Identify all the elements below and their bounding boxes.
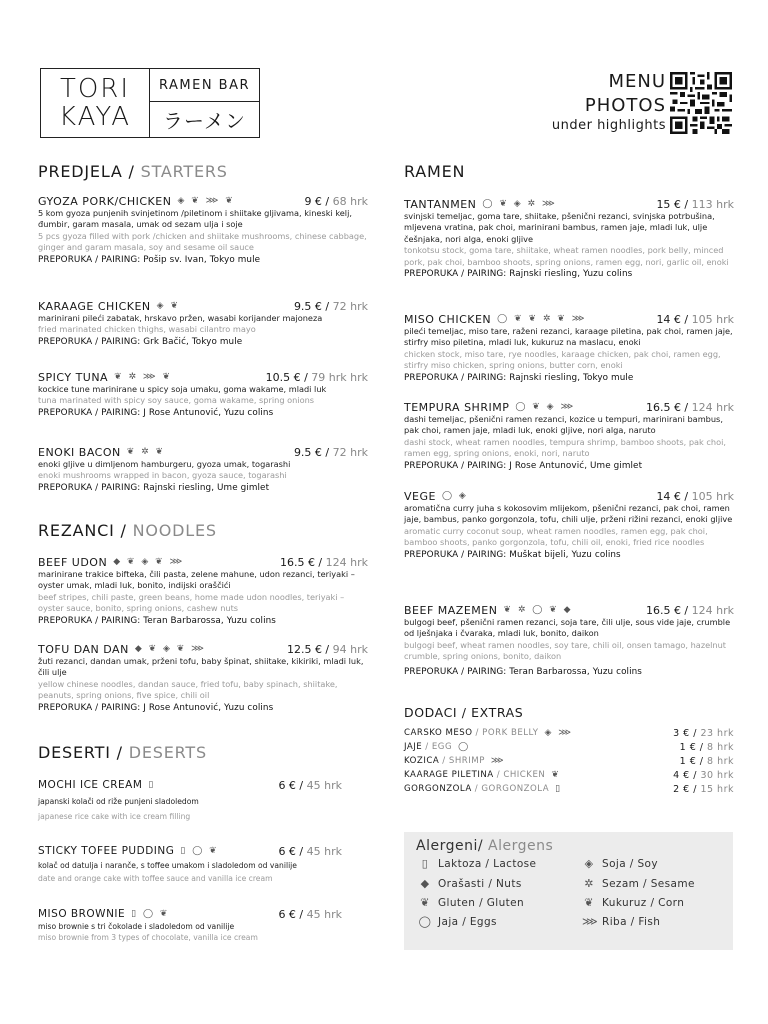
starters-title-hr: PREDJELA (38, 162, 123, 181)
item-name: TEMPURA SHRIMP (404, 400, 510, 414)
nut-icon: ◆ (420, 877, 430, 890)
menu-label: MENU (608, 71, 666, 92)
item-description-hr: kolač od datulja i naranče, s toffee umakom i sladoledom od vanilije (38, 861, 297, 870)
item-name: STICKY TOFEE PUDDING (38, 845, 175, 857)
item-price: 9 € / 68 hrk (304, 194, 368, 208)
extra-name-en: / GORGONZOLA (474, 784, 550, 794)
allergens-title: Alergeni/ Alergens (416, 838, 554, 854)
extras-list (404, 726, 734, 796)
item-price: 14 € / 105 hrk (656, 312, 734, 326)
item-pairing: PREPORUKA / PAIRING: Muškat bijeli, Yuzu colins (404, 549, 621, 560)
menu-item-miso-brownie (38, 907, 342, 943)
item-price: 16.5 € / 124 hrk (645, 603, 734, 617)
allergen-icons: ◆ ❦ ◈ ❦ ⋙ (113, 557, 185, 567)
allergen-icons: ◈ ❦ (156, 301, 180, 311)
allergen-icons: ◆ ❦ ◈ ❦ ⋙ (134, 644, 206, 654)
allergen-lactose: ▯ Laktoza / Lactose (418, 857, 536, 870)
extra-name-en: / PORK BELLY (475, 728, 539, 738)
allergen-icons: ▯ (148, 780, 156, 790)
item-price: 6 € / 45 hrk (278, 844, 342, 858)
allergen-icons: ❦ (551, 770, 561, 780)
item-pairing: PREPORUKA / PAIRING: Teran Barbarossa, Yuzu colins (38, 615, 276, 626)
desserts-section-title (38, 743, 207, 762)
logo-name (41, 69, 150, 137)
item-description-en: 5 pcs gyoza filled with pork /chicken and shiitake mushrooms, chinese cabbage, ginger and garam masala, soy and sesame oil sauce (38, 230, 367, 253)
allergen-icons: ◈ ⋙ (544, 728, 574, 738)
item-pairing: PREPORUKA / PAIRING: J Rose Antunović, Yuzu colins (38, 407, 274, 418)
allergen-icons: ❦ ✲ ❦ (126, 447, 166, 457)
item-description-hr: bulgogi beef, pšenični ramen rezanci, soja tare, čili ulje, sous vide jaje, crumble od lješnjaka i čvaraka, mladi luk, bonito, daikon (404, 617, 731, 639)
logo-subtitle (150, 69, 259, 137)
item-description-en: beef stripes, chili paste, green beans, home made udon noodles, teriyaki – oyster sauce, bonito, spring onions, cashew nuts (38, 591, 345, 614)
allergen-icons: ❦ ✲ ◯ ❦ ◆ (503, 605, 573, 615)
allergen-icons: ◯ (458, 742, 471, 752)
menu-item-sticky-toffee-pudding (38, 844, 342, 884)
menu-item-tantanmen (404, 197, 734, 280)
item-pairing: PREPORUKA / PAIRING: Rajnski riesling, Ume gimlet (38, 482, 270, 493)
item-description-hr: aromatična curry juha s kokosovim mlijekom, pšenični rezanci, pak choi, ramen jaje, bambus, panko gorgonzola, tofu, chili ulje, prženi rižini rezanci, enoki gljive (404, 503, 733, 525)
title-separator: / (114, 521, 133, 540)
item-description-en: date and orange cake with toffee sauce and vanilla ice cream (38, 874, 273, 883)
item-pairing: PREPORUKA / PAIRING: Rajnski riesling, Tokyo mule (404, 372, 634, 383)
noodles-title-hr: REZANCI (38, 521, 115, 540)
noodles-title-en: NOODLES (132, 521, 217, 540)
item-description-hr: marinirani pileći zabatak, hrskavo pržen, wasabi korijander majoneza (38, 313, 323, 323)
allergen-icons: ◯ ❦ ◈ ✲ ⋙ (482, 199, 557, 209)
desserts-title-hr: DESERTI (38, 743, 111, 762)
allergen-soy: ◈ Soja / Soy (582, 857, 658, 870)
item-description-hr: 5 kom gyoza punjenih svinjetinom /piletinom i shiitake gljivama, kineski kelj, đumbir, garam masala, umak od sezam ulja i soje (38, 208, 352, 230)
logo-ramen-bar: RAMEN BAR (150, 69, 259, 102)
item-price: 14 € / 105 hrk (656, 489, 734, 503)
extra-item-gorgonzola (404, 782, 734, 796)
allergen-icons: ▯ ◯ ❦ (131, 909, 170, 919)
item-description-en: chicken stock, miso tare, rye noodles, karaage chicken, pak choi, ramen egg, stirfry miso chicken, spring onions, butter corn, enoki (404, 348, 721, 371)
allergen-icons: ◯ ❦ ◈ ⋙ (515, 402, 576, 412)
item-pairing: PREPORUKA / PAIRING: Grk Bačić, Tokyo mule (38, 336, 243, 347)
item-description-en: dashi stock, wheat ramen noodles, tempura shrimp, bamboo shoots, pak choi, ramen egg, spring onions, enoki, nori, naruto (404, 436, 726, 459)
allergen-sesame: ✲ Sezam / Sesame (582, 877, 695, 890)
egg-icon: ◯ (418, 915, 432, 928)
qr-code-icon[interactable] (670, 72, 732, 134)
allergen-icons: ◯ ❦ ❦ ✲ ❦ ⋙ (497, 314, 587, 324)
item-name: MISO BROWNIE (38, 908, 126, 920)
title-separator: / (122, 162, 141, 181)
extra-price: 1 € / 8 hrk (679, 741, 734, 753)
extra-price: 1 € / 8 hrk (679, 755, 734, 767)
menu-item-karaage-chicken (38, 299, 368, 348)
corn-icon: ❦ (584, 896, 594, 909)
milk-carton-icon: ▯ (421, 857, 429, 870)
item-description-hr: miso brownie s tri čokolade i sladoledom od vanilije (38, 922, 235, 931)
menu-item-beef-mazemen (404, 603, 734, 678)
item-description-en: enoki mushrooms wrapped in bacon, gyoza sauce, togarashi (38, 470, 287, 481)
item-name: TANTANMEN (404, 197, 477, 211)
ramen-section-title: RAMEN (404, 162, 466, 181)
extra-price: 3 € / 23 hrk (673, 727, 734, 739)
item-name: ENOKI BACON (38, 445, 121, 459)
item-price: 12.5 € / 94 hrk (286, 642, 368, 656)
item-description-hr: žuti rezanci, dandan umak, prženi tofu, baby špinat, shiitake, kikiriki, mladi luk, čili ulje (38, 656, 364, 678)
item-description-en: fried marinated chicken thighs, wasabi cilantro mayo (38, 324, 256, 335)
menu-item-spicy-tuna (38, 370, 368, 419)
extra-item-chicken (404, 768, 734, 782)
fish-icon: ⋙ (582, 915, 599, 928)
noodles-section-title (38, 521, 217, 540)
extra-name-en: / EGG (425, 742, 453, 752)
menu-photos-label (585, 70, 666, 118)
allergen-icons: ▯ (555, 784, 563, 794)
item-price: 16.5 € / 124 hrk (645, 400, 734, 414)
item-pairing: PREPORUKA / PAIRING: Pošip sv. Ivan, Tokyo mule (38, 254, 261, 265)
title-separator: / (110, 743, 129, 762)
item-description-en: tuna marinated with spicy soy sauce, goma wakame, spring onions (38, 395, 315, 406)
item-price: 6 € / 45 hrk (278, 778, 342, 792)
item-price: 9.5 € / 72 hrk (293, 445, 368, 459)
menu-item-mochi-ice-cream (38, 778, 342, 822)
logo-line-1: TORI (59, 74, 131, 104)
allergen-corn: ❦ Kukuruz / Corn (582, 896, 684, 909)
extra-name-hr: KAARAGE PILETINA (404, 770, 494, 780)
item-pairing: PREPORUKA / PAIRING: J Rose Antunović, Yuzu colins (38, 702, 274, 713)
item-description-hr: dashi temeljac, pšenični ramen rezanci, kozice u tempuri, marinirani bambus, pak choi, ramen jaje, mladi luk, enoki gljive, nori alga, naruto (404, 414, 723, 436)
extra-item-egg (404, 740, 734, 754)
item-pairing: PREPORUKA / PAIRING: J Rose Antunović, Ume gimlet (404, 460, 643, 471)
extra-name-en: / CHICKEN (496, 770, 546, 780)
extra-name-hr: GORGONZOLA (404, 784, 472, 794)
item-name: VEGE (404, 489, 436, 503)
item-name: MOCHI ICE CREAM (38, 779, 143, 791)
menu-item-vege (404, 489, 734, 561)
item-description-hr: svinjski temeljac, goma tare, shiitake, pšenični rezanci, svinjska potrbušina, mljevena vratina, pak choi, marinirani bambus, ramen jaje, mladi luk, ulje češnjaka, nori alga, enoki gljive (404, 211, 715, 244)
item-name: BEEF MAZEMEN (404, 603, 498, 617)
item-name: TOFU DAN DAN (38, 642, 129, 656)
item-description-en: aromatic curry coconut soup, wheat ramen noodles, ramen egg, pak choi, bamboo shoots, panko gorgonzola, tofu, chili oil, enoki, fried rice noodles (404, 525, 708, 548)
restaurant-logo (40, 68, 260, 138)
allergens-legend (404, 832, 733, 950)
extra-name-hr: KOZICA (404, 756, 440, 766)
menu-item-tempura-shrimp (404, 400, 734, 472)
extra-name-en: / SHRIMP (442, 756, 485, 766)
allergen-icons: ◈ ❦ ⋙ ❦ (177, 196, 235, 206)
item-pairing: PREPORUKA / PAIRING: Rajnski riesling, Yuzu colins (404, 269, 633, 280)
extra-name-hr: CARSKO MESO (404, 728, 473, 738)
menu-item-enoki-bacon (38, 445, 368, 494)
desserts-title-en: DESERTS (128, 743, 207, 762)
logo-line-2: KAYA (58, 102, 131, 132)
allergen-icons: ⋙ (490, 756, 506, 766)
logo-japanese: ラーメン (163, 109, 246, 133)
item-description-en: yellow chinese noodles, dandan sauce, fried tofu, baby spinach, shiitake, peanuts, spring onions, five spice, chili oil (38, 678, 338, 701)
sesame-icon: ✲ (584, 877, 594, 890)
item-description-en: bulgogi beef, wheat ramen noodles, soy tare, chili oil, onsen tamago, hazelnut crumble, spring onions, bonito, daikon (404, 639, 727, 662)
extra-item-pork-belly (404, 726, 734, 740)
wheat-icon: ❦ (420, 896, 430, 909)
extra-item-shrimp (404, 754, 734, 768)
item-pairing: PREPORUKA / PAIRING: Teran Barbarossa, Yuzu colins (404, 666, 642, 677)
extra-name-hr: JAJE (404, 742, 423, 752)
allergen-fish: ⋙ Riba / Fish (582, 915, 661, 928)
item-price: 6 € / 45 hrk (278, 907, 342, 921)
extras-section-title: DODACI / EXTRAS (404, 705, 524, 720)
item-description-hr: kockice tune marinirane u spicy soja umaku, goma wakame, mladi luk (38, 384, 327, 394)
starters-title-en: STARTERS (140, 162, 228, 181)
item-name: BEEF UDON (38, 555, 108, 569)
item-price: 9.5 € / 72 hrk (293, 299, 368, 313)
item-name: MISO CHICKEN (404, 312, 492, 326)
allergen-eggs: ◯ Jaja / Eggs (418, 915, 497, 928)
item-price: 16.5 € / 124 hrk (279, 555, 368, 569)
menu-item-beef-udon (38, 555, 368, 627)
item-description-hr: marinirane trakice bifteka, čili pasta, zelene mahune, udon rezanci, teriyaki – oyster umak, mladi luk, bonito, indijski oraščići (38, 569, 355, 591)
item-description-en: tonkotsu stock, goma tare, shiitake, wheat ramen noodles, pork belly, minced pork, pak choi, bamboo shoots, spring onions, ramen egg, nori, garlic oil, enoki (404, 245, 729, 267)
item-name: SPICY TUNA (38, 370, 109, 384)
item-name: KARAAGE CHICKEN (38, 299, 151, 313)
under-highlights-label: under highlights (551, 118, 666, 133)
item-description-hr: japanski kolači od riže punjeni sladoledom (38, 797, 199, 806)
allergen-icons: ◯ ◈ (441, 491, 468, 501)
item-price: 15 € / 113 hrk (656, 197, 734, 211)
allergen-icons: ▯ ◯ ❦ (180, 846, 219, 856)
allergen-gluten: ❦ Gluten / Gluten (418, 896, 524, 909)
menu-item-gyoza (38, 194, 368, 266)
item-description-hr: pileći temeljac, miso tare, raženi rezanci, karaage piletina, pak choi, ramen jaje, stirfry miso piletina, mladi luk, kukuruz na maslacu, enoki (404, 326, 733, 348)
extra-price: 2 € / 15 hrk (673, 783, 734, 795)
photos-label: PHOTOS (584, 95, 666, 116)
allergen-nuts: ◆ Orašasti / Nuts (418, 877, 522, 890)
menu-item-tofu-dan-dan (38, 642, 368, 714)
item-description-hr: enoki gljive u dimljenom hamburgeru, gyoza umak, togarashi (38, 459, 291, 469)
item-description-en: japanese rice cake with ice cream filling (38, 812, 191, 821)
item-name: GYOZA PORK/CHICKEN (38, 194, 172, 208)
starters-section-title (38, 162, 228, 181)
item-description-en: miso brownie from 3 types of chocolate, vanilla ice cream (38, 933, 258, 942)
menu-item-miso-chicken (404, 312, 734, 384)
soy-icon: ◈ (584, 857, 594, 870)
item-price: 10.5 € / 79 hrk hrk (265, 370, 368, 384)
allergen-icons: ❦ ✲ ⋙ ❦ (114, 372, 173, 382)
extra-price: 4 € / 30 hrk (673, 769, 734, 781)
